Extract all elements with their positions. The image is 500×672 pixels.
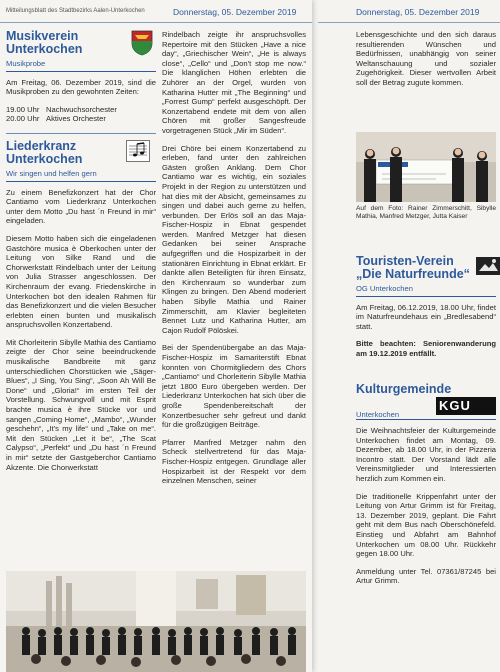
music-notes-icon xyxy=(126,140,150,162)
musikverein-title-1: Musikverein xyxy=(6,29,79,43)
photo-caption: Auf dem Foto: Rainer Zimmerschitt, Sibylle Mathia, Manfred Metzger, Jutta Kaiser xyxy=(356,205,496,221)
touristen-rule xyxy=(356,296,496,297)
unterkochen-crest-icon xyxy=(131,30,153,56)
liederkranz-title-1: Liederkranz xyxy=(6,138,77,153)
col2-p1: Rindelbach zeigte ihr anspruchsvolles Repertoire mit den Stücken „Have a nice day“, „Griechischer Wein“, „He is always close“, „Cello“ und „Don't stop me now.“ Die klanglichen Höhen erlebten die Zuhörer an der Orgel, wurden von Katharina Hutter mit „The Beginning“ und „Forrest Gump“ perfekt ausgeschöpft. Der Konzertabend endete mit dem von allen Chören mit großer Sangesfreude vorgetragenen Stück „Mir im Süden“. xyxy=(162,30,306,135)
liederkranz-rule xyxy=(6,181,156,182)
liederkranz-subtitle: Wir singen und helfen gern xyxy=(6,168,97,178)
touristen-title-2: „Die Naturfreunde“ xyxy=(356,267,470,281)
left-header-date: Donnerstag, 05. Dezember 2019 xyxy=(173,7,297,17)
schedule-time-2: 20.00 Uhr xyxy=(6,114,40,124)
kgu-logo: KGU xyxy=(436,397,496,415)
kultur-title: Kulturgemeinde xyxy=(356,382,452,396)
schedule-desc-2: Aktives Orchester xyxy=(46,114,106,124)
musikverein-title-2: Unterkochen xyxy=(6,42,83,56)
touristen-subtitle: OG Unterkochen xyxy=(356,284,413,293)
schedule-desc-1: Nachwuchsorchester xyxy=(46,104,117,114)
touristen-section xyxy=(356,255,496,367)
musikverein-rule xyxy=(6,71,156,72)
col2-p4: Pfarrer Manfred Metzger nahm den Scheck stellvertretend für das Maja-Fischer-Hospiz entgegen. Grundlage aller Hospizarbeit ist der Respekt vor dem einzelnen Menschen, seiner xyxy=(162,437,306,486)
liederkranz-p1: Zu einem Benefizkonzert hat der Chor Cantiamo vom Liederkranz Unterkochen unter dem Motto „Du hast ´n Freund in mir“ eingeladen. xyxy=(6,187,156,226)
col2-p3: Bei der Spendenübergabe an das Maja-Fischer-Hospiz im Samariterstift Ebnat konnten von Chormitgliedern des Chors „Cantiamo“ und Chorleiterin Sibylle Mathia jetzt 1800 Euro übergeben werden. Der Liederkranz Unterkochen hat sich über die große Spendenbereitschaft der Konzertbesucher sehr gefreut und dankt für die großzügigen Beiträge. xyxy=(162,343,306,430)
left-column-2 xyxy=(162,30,306,494)
kultur-p1: Die Weihnachtsfeier der Kulturgemeinde Unterkochen findet am Montag, 09. Dezember, ab 18.00 Uhr, in der Pizzeria Incontro statt. Der Vorstand lädt alle Vereinsmitglieder und Interessierten herzlich zum Kommen ein. xyxy=(356,426,496,483)
musikverein-text: Am Freitag, 06. Dezember 2019, sind die Musikproben zu den gewohnten Zeiten: xyxy=(6,77,156,97)
left-header-small: Mitteilungsblatt des Stadtbezirks Aalen-Unterkochen xyxy=(6,8,145,14)
concert-photo xyxy=(6,571,306,672)
naturfreunde-logo-icon xyxy=(476,257,500,275)
right-page xyxy=(318,0,500,672)
left-column-1 xyxy=(6,30,156,480)
kultur-subtitle: Unterkochen xyxy=(356,410,400,419)
liederkranz-p3: Mit Chorleiterin Sibylle Mathia des Cantiamo zeigte der Chor seine beeindruckende musikalische Bandbreite mit ganz unterschiedlichen Chorstücken wie „Säger-Blues“, „I Sing, You Sing“, „Soon Ah Will Be Done“ und „Gloria!“ im ersten Teil der Vorstellung. Schwungvoll und mit Esprit brachte musica è ihre Stücke vor und sangen „Coming Home“, „Mambo“, „Wunder geschehn“, „It's my life“ und „Take on me“. Mit den Stücken „Let it be“, „The Scat Calypso“, „Perfekt“ und „Du hast ´n Freund in mir“ setzte der Gastgeberchor Cantiamo Akzente. Die Chorwerkstatt xyxy=(6,337,156,472)
section-divider xyxy=(6,133,156,134)
touristen-p1: Am Freitag, 06.12.2019, 18.00 Uhr, findet im Naturfreundehaus ein „Bredlesabend“ statt. xyxy=(356,302,496,331)
col2-p2: Drei Chöre bei einem Konzertabend zu erleben, fand unter den zahlreichen Gästen großen Anklang. Dem Chor Cantiamo war es wichtig, ein soziales Projekt in der Region zu unterstützen und hat dies mit der Absicht, gemeinsames zu singen und dabei auch gerne zu helfen, verbunden. Der Erlös soll an das Maja-Fischer-Hospiz in Ebnat gespendet werden. Manfred Metzger hat diesen Gedanken bei seiner Ansprache aufgegriffen und die Hospizarbeit in der stationären Einrichtung in Ebnat erklärt. Er dankte allen Beteiligten für ihren Einsatz, den Kirchenraum so wunderbar zum Klingen zu bringen. Den Abend moderiert haben Sibylle Mathia und Rainer Zimmerschitt, am Klavier begleiteten Bennet Lutz und Katharina Hutter, am Cajon Rudolf Pölöskei. xyxy=(162,143,306,335)
liederkranz-p2: Diesem Motto haben sich die eingeladenen Gastchöre musica è Oberkochen unter der Leitung von Silke Rand und die Chorwerkstatt Rindelbach unter der Leitung von Julia Strasser angeschlossen. Der Kirchenraum der evang. Friedenskirche in Unterkochen bot den idealen Rahmen für das Benefizkonzert und die vielen Besucher erlebten einen bunten und musikalisch anspruchsvollen Konzertabend. xyxy=(6,233,156,330)
kultur-section xyxy=(356,383,496,594)
musikverein-schedule xyxy=(6,105,156,124)
right-header-date: Donnerstag, 05. Dezember 2019 xyxy=(356,7,480,17)
right-column xyxy=(356,30,496,96)
touristen-title-1: Touristen-Verein xyxy=(356,254,454,268)
liederkranz-title-2: Unterkochen xyxy=(6,151,83,166)
touristen-p2: Bitte beachten: Seniorenwanderung am 19.12.2019 entfällt. xyxy=(356,339,496,358)
schedule-time-1: 19.00 Uhr xyxy=(6,104,40,114)
right-top-text: Lebensgeschichte und den sich daraus resultierenden Wünschen und Bedürfnissen, unabhängig von seiner Weltanschauung und sozialer Zugehörigkeit. Dieser wertvollen Arbeit soll der Betrag zugute kommen. xyxy=(356,30,496,87)
donation-photo xyxy=(356,132,496,202)
musikverein-subtitle: Musikprobe xyxy=(6,59,46,68)
kultur-p2: Die traditionelle Krippenfahrt unter der Leitung von Artur Grimm ist für Freitag, 13. Dezember 2019, geplant. Die Fahrt geht mit dem Bus nach Oberschönefeld. Einstieg und Abfahrt am Bahnhof Unterkochen um 08.00 Uhr. Rückkehr gegen 18.00 Uhr. xyxy=(356,491,496,559)
kultur-p3: Anmeldung unter Tel. 07361/87245 bei Artur Grimm. xyxy=(356,566,496,586)
